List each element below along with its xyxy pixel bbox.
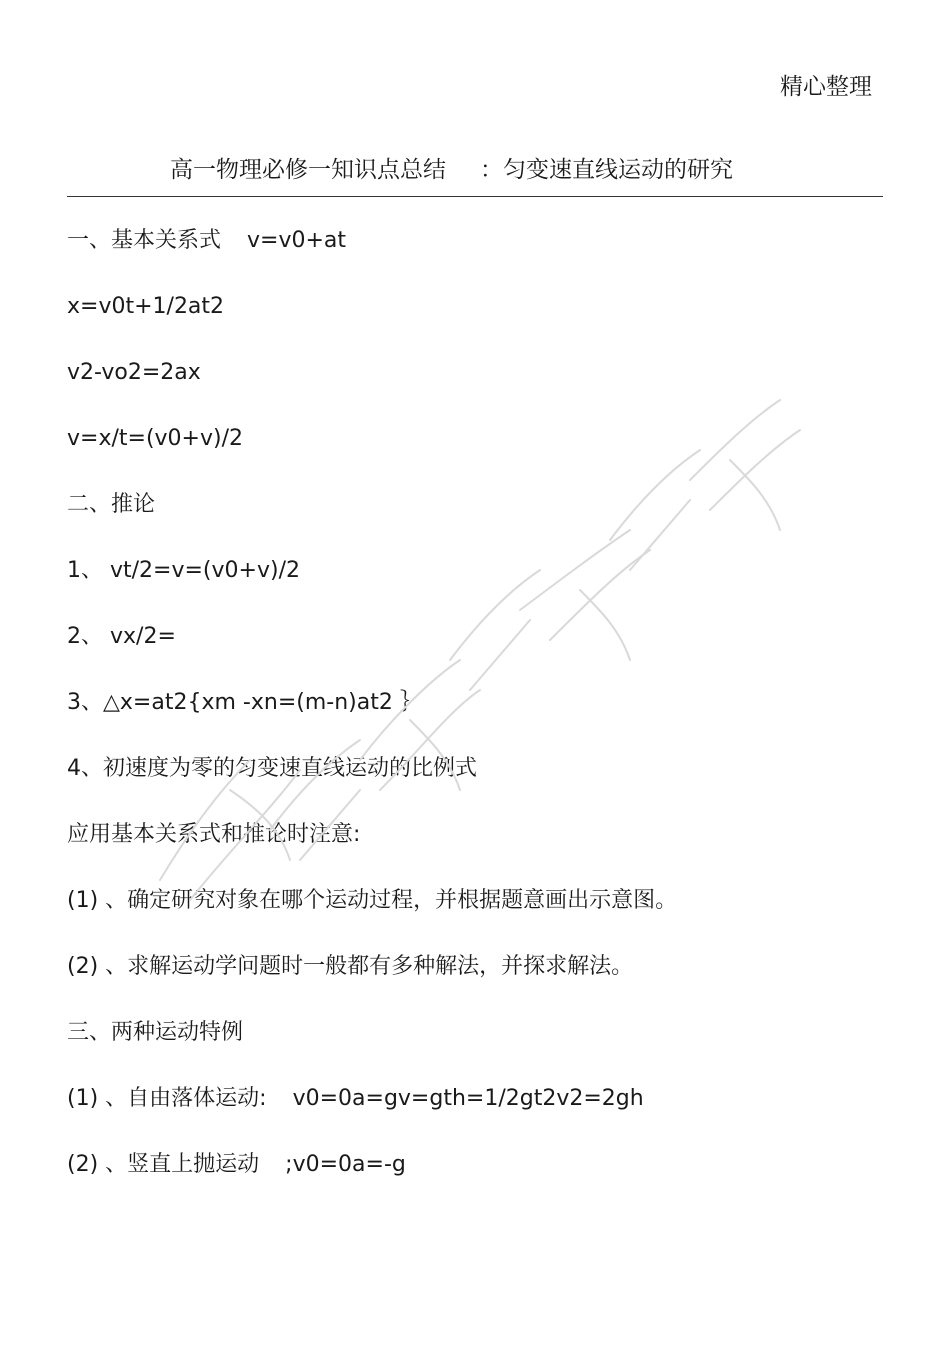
line-text: 应用基本关系式和推论时注意: bbox=[67, 822, 361, 847]
line-prefix: (1) 、自由落体运动: bbox=[67, 1086, 267, 1111]
line-2 bbox=[67, 292, 883, 358]
line-5 bbox=[67, 490, 883, 556]
line-text: 2、 vx/2= bbox=[67, 624, 176, 649]
line-text: 三、两种运动特例 bbox=[67, 1020, 244, 1045]
line-1 bbox=[67, 226, 883, 292]
line-text: v=x/t=(v0+v)/2 bbox=[67, 426, 243, 451]
line-7 bbox=[67, 622, 883, 688]
title-main: 高一物理必修一知识点总结 bbox=[170, 157, 446, 183]
page-title bbox=[170, 155, 733, 185]
line-6 bbox=[67, 556, 883, 622]
line-text: x=v0t+1/2at2 bbox=[67, 294, 225, 319]
line-13 bbox=[67, 1018, 883, 1084]
header-note: 精心整理 bbox=[780, 74, 872, 100]
line-text: (1) 、确定研究对象在哪个运动过程，并根据题意画出示意图。 bbox=[67, 888, 678, 913]
line-14 bbox=[67, 1084, 883, 1150]
line-prefix: (2) 、竖直上抛运动 bbox=[67, 1152, 260, 1177]
line-text: v0=0a=gv=gth=1/2gt2v2=2gh bbox=[292, 1086, 644, 1111]
line-12 bbox=[67, 952, 883, 1018]
line-text: ;v0=0a=-g bbox=[285, 1152, 406, 1177]
line-prefix: 一、基本关系式 bbox=[67, 228, 222, 253]
line-10 bbox=[67, 820, 883, 886]
title-sub: ：匀变速直线运动的研究 bbox=[480, 157, 733, 183]
line-3 bbox=[67, 358, 883, 424]
title-rule bbox=[67, 196, 883, 197]
line-text: 3、△x=at2{xm -xn=(m-n)at2 ｝ bbox=[67, 690, 422, 715]
line-text: (2) 、求解运动学问题时一般都有多种解法，并探求解法。 bbox=[67, 954, 634, 979]
body-lines bbox=[67, 226, 883, 1216]
line-8 bbox=[67, 688, 883, 754]
line-9 bbox=[67, 754, 883, 820]
line-text: v=v0+at bbox=[247, 228, 347, 253]
line-text: 1、 vt/2=v=(v0+v)/2 bbox=[67, 558, 300, 583]
line-text: v2-vo2=2ax bbox=[67, 360, 201, 385]
line-4 bbox=[67, 424, 883, 490]
line-text: 4、初速度为零的匀变速直线运动的比例式 bbox=[67, 756, 477, 781]
line-15 bbox=[67, 1150, 883, 1216]
line-text: 二、推论 bbox=[67, 492, 156, 517]
line-11 bbox=[67, 886, 883, 952]
